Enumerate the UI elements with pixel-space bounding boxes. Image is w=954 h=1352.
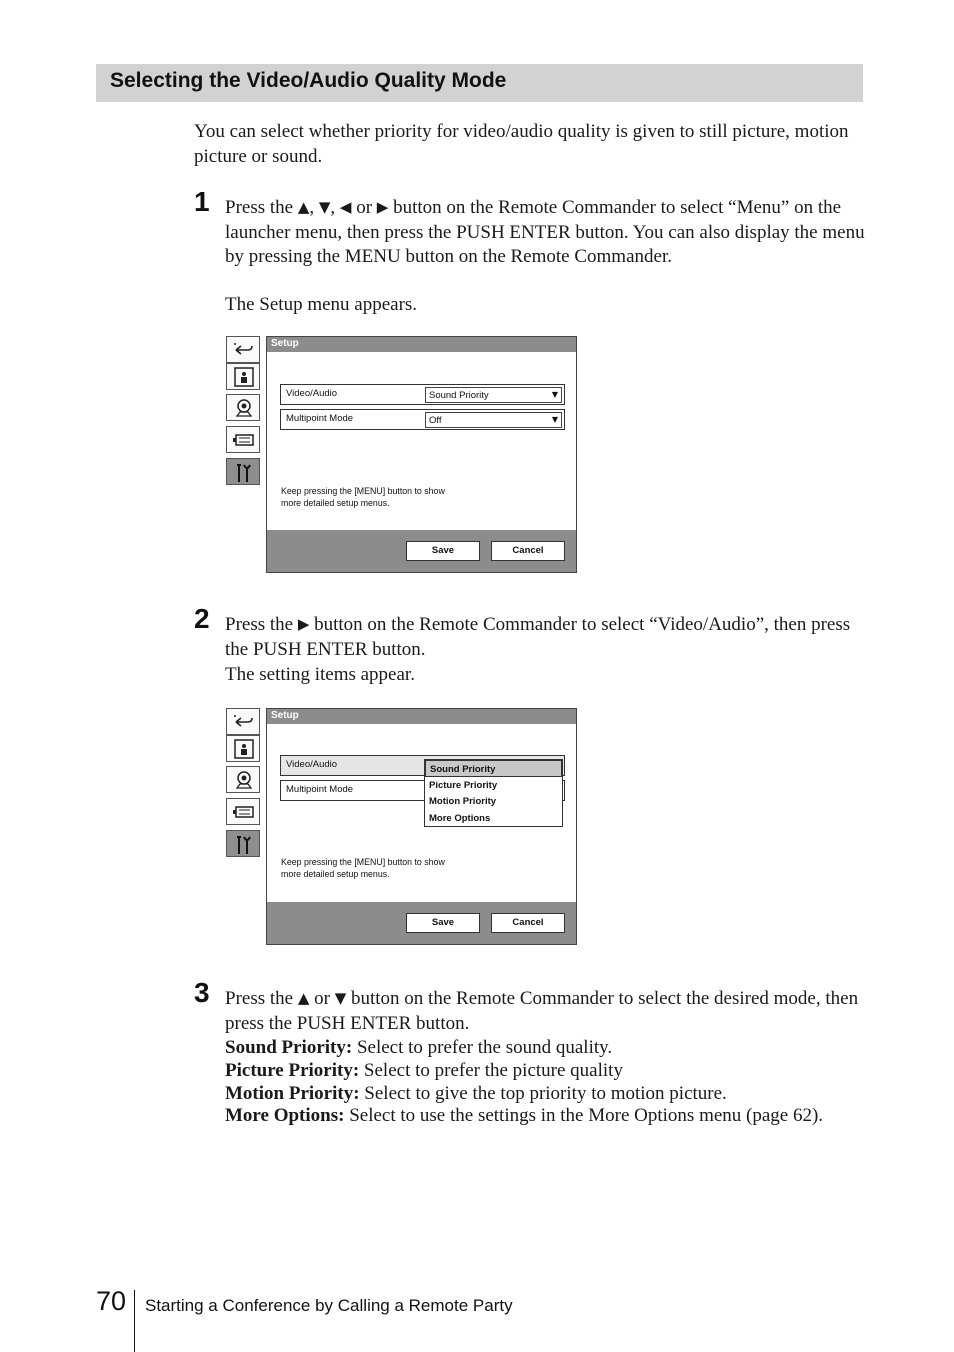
chevron-down-icon: ▼ (551, 415, 558, 424)
setup-window (266, 336, 577, 573)
step-2-number: 2 (194, 603, 210, 634)
multipoint-mode-label: Multipoint Mode (286, 413, 354, 424)
video-audio-dropdown[interactable] (424, 759, 563, 827)
down-arrow-icon: ▼ (334, 989, 347, 1007)
person-icon[interactable] (226, 363, 260, 390)
camera-icon[interactable] (226, 394, 260, 421)
save-button[interactable]: Save (406, 541, 480, 561)
camera-icon[interactable] (226, 766, 260, 793)
cancel-button[interactable]: Cancel (491, 913, 565, 933)
up-arrow-icon: ▲ (297, 989, 310, 1007)
display-icon[interactable] (226, 426, 260, 453)
step-1-number: 1 (194, 186, 210, 217)
page-number: 70 (96, 1286, 127, 1316)
dropdown-option-more-options[interactable]: More Options (429, 813, 491, 824)
left-arrow-icon: ◀ (339, 198, 352, 216)
description-sound-priority: Sound Priority: Select to prefer the sound quality. (225, 1037, 613, 1058)
down-arrow-icon: ▼ (318, 198, 331, 216)
description-picture-priority: Picture Priority: Select to prefer the picture quality (225, 1060, 623, 1081)
up-arrow-icon: ▲ (297, 198, 310, 216)
setup-menu-screenshot-2 (226, 708, 578, 946)
right-arrow-icon: ▶ (297, 615, 310, 633)
setup-titlebar (267, 709, 576, 724)
step-2-text: Press the ▶ button on the Remote Commander to select “Video/Audio”, then press the PUSH ENTER button. (225, 614, 851, 660)
step-2-result: The setting items appear. (225, 664, 415, 685)
setup-window (266, 708, 577, 945)
display-icon[interactable] (226, 798, 260, 825)
tools-icon[interactable] (226, 458, 260, 485)
setup-footer (267, 530, 576, 572)
intro-paragraph: You can select whether priority for video/audio quality is given to still picture, motion picture or sound. (194, 121, 849, 167)
dropdown-option-picture-priority[interactable]: Picture Priority (429, 780, 498, 791)
right-arrow-icon: ▶ (376, 198, 389, 216)
setup-note: Keep pressing the [MENU] button to show more detailed setup menus. (281, 857, 445, 879)
multipoint-mode-row[interactable] (280, 409, 565, 430)
person-icon[interactable] (226, 735, 260, 762)
step-1-result: The Setup menu appears. (225, 294, 418, 315)
video-audio-label: Video/Audio (286, 388, 338, 399)
back-icon[interactable] (226, 708, 260, 735)
video-audio-value: Sound Priority (429, 390, 489, 401)
section-header (96, 64, 863, 102)
description-motion-priority: Motion Priority: Select to give the top priority to motion picture. (225, 1083, 727, 1104)
description-more-options: More Options: Select to use the settings in the More Options menu (page 62). (225, 1105, 824, 1126)
video-audio-row[interactable] (280, 384, 565, 405)
multipoint-mode-label: Multipoint Mode (286, 784, 354, 795)
multipoint-mode-value: Off (429, 415, 442, 426)
step-3-text: Press the ▲ or ▼ button on the Remote Commander to select the desired mode, then press the PUSH ENTER button. (225, 988, 859, 1034)
setup-menu-screenshot-1 (226, 336, 578, 574)
footer-divider (134, 1290, 135, 1352)
chevron-down-icon: ▼ (551, 390, 558, 399)
setup-note: Keep pressing the [MENU] button to show more detailed setup menus. (281, 486, 445, 508)
setup-titlebar (267, 337, 576, 352)
video-audio-label: Video/Audio (286, 759, 338, 770)
section-title: Selecting the Video/Audio Quality Mode (110, 69, 507, 92)
cancel-button[interactable]: Cancel (491, 541, 565, 561)
setup-title: Setup (271, 338, 299, 349)
setup-footer (267, 902, 576, 944)
step-3-number: 3 (194, 977, 210, 1008)
footer-chapter-title: Starting a Conference by Calling a Remote Party (145, 1296, 513, 1315)
tools-icon[interactable] (226, 830, 260, 857)
video-audio-select[interactable] (425, 387, 562, 403)
save-button[interactable]: Save (406, 913, 480, 933)
back-icon[interactable] (226, 336, 260, 363)
dropdown-option-motion-priority[interactable]: Motion Priority (429, 796, 497, 807)
dropdown-option-sound-priority[interactable]: Sound Priority (425, 760, 562, 777)
step-1-text: Press the ▲, ▼, ◀ or ▶ button on the Remote Commander to select “Menu” on the launcher menu, then press the PUSH ENTER button. You can also display the menu by pressing the MENU button on the Remote Commander. (225, 197, 865, 267)
setup-title: Setup (271, 710, 299, 721)
multipoint-mode-select[interactable] (425, 412, 562, 428)
